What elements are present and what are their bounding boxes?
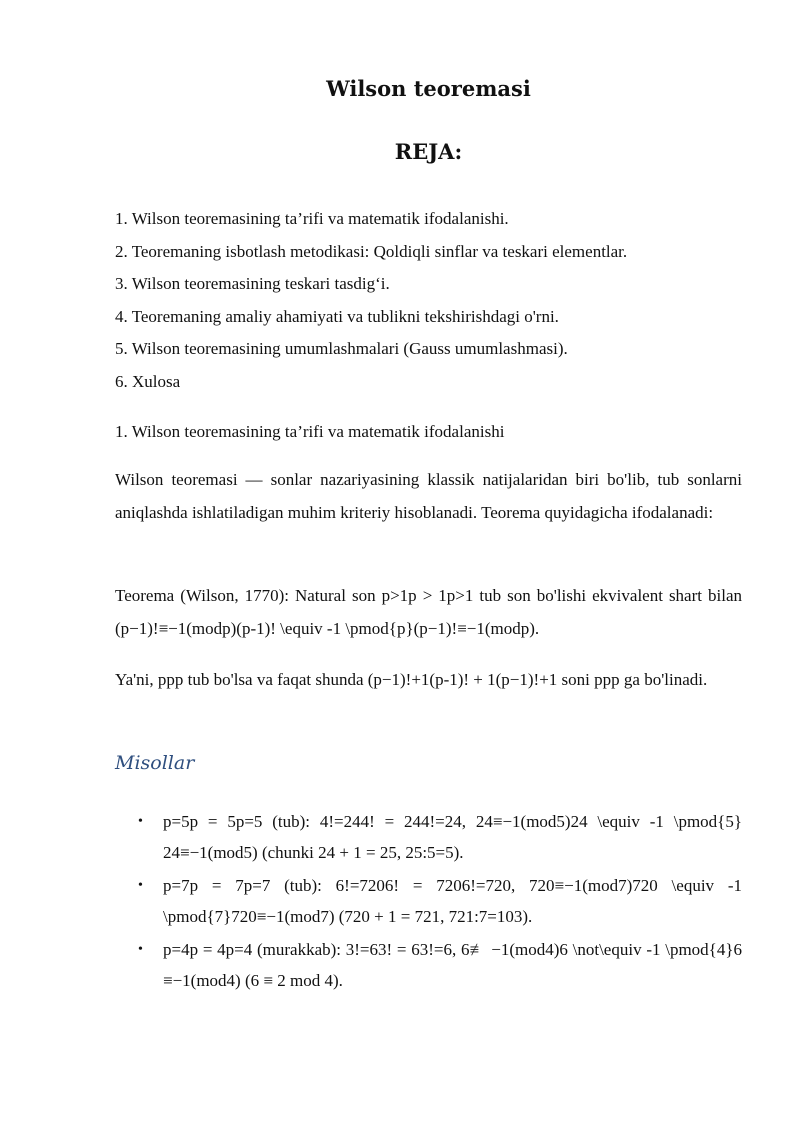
example-item-3	[115, 934, 742, 996]
section-1-heading: 1. Wilson teoremasining ta’rifi va matematik ifodalanishi	[115, 422, 505, 441]
plan-heading: REJA:	[394, 139, 463, 164]
plan-item-2: 2. Teoremaning isbotlash metodikasi: Qoldiqli sinflar va teskari elementlar.	[115, 241, 628, 261]
example-text-3: p=4p = 4p=4 (murakkab): 3!=63! = 63!=6, 6≢ −1(mod4)6 \not\equiv -1 \pmod{4}6 ≡−1(mod4) (6 ≡ 2 mod 4).	[163, 940, 742, 990]
paragraph-theorem: Teorema (Wilson, 1770): Natural son p>1p > 1p>1 tub son bo'lishi ekvivalent shart bilan (p−1)!≡−1(modp)(p-1)! \equiv -1 \pmod{p}(p−1)!≡−1(modp).	[115, 586, 742, 638]
plan-item-4: 4. Teoremaning amaliy ahamiyati va tublikni tekshirishdagi o'rni.	[115, 306, 559, 326]
paragraph-intro: Wilson teoremasi — sonlar nazariyasining klassik natijalaridan biri bo'lib, tub sonlarni aniqlashda ishlatiladigan muhim kriteriy hisoblanadi. Teorema quyidagicha ifodalanadi:	[115, 470, 742, 522]
plan-item-6: 6. Xulosa	[115, 371, 181, 391]
examples-list	[115, 806, 742, 998]
plan-item-1: 1. Wilson teoremasining ta’rifi va matematik ifodalanishi.	[115, 209, 509, 228]
plan-list	[115, 203, 742, 398]
example-item-2	[115, 870, 742, 932]
example-item-1	[115, 806, 742, 868]
example-text-1: p=5p = 5p=5 (tub): 4!=244! = 244!=24, 24≡−1(mod5)24 \equiv -1 \pmod{5} 24≡−1(mod5) (chunki 24 + 1 = 25, 25:5=5).	[163, 812, 742, 862]
plan-item-3: 3. Wilson teoremasining teskari tasdig‘i.	[115, 274, 390, 293]
bullet-icon: •	[138, 814, 143, 829]
bullet-icon: •	[138, 878, 143, 893]
bullet-icon: •	[138, 942, 143, 957]
example-text-2: p=7p = 7p=7 (tub): 6!=7206! = 7206!=720, 720≡−1(mod7)720 \equiv -1 \pmod{7}720≡−1(mod7) (720 + 1 = 721, 721:7=103).	[163, 876, 742, 926]
document-title: Wilson teoremasi	[326, 76, 531, 101]
paragraph-meaning: Ya'ni, ppp tub bo'lsa va faqat shunda (p−1)!+1(p-1)! + 1(p−1)!+1 soni ppp ga bo'linadi.	[115, 670, 708, 689]
plan-item-5: 5. Wilson teoremasining umumlashmalari (Gauss umumlashmasi).	[115, 339, 568, 358]
examples-heading: Misollar	[115, 752, 195, 774]
